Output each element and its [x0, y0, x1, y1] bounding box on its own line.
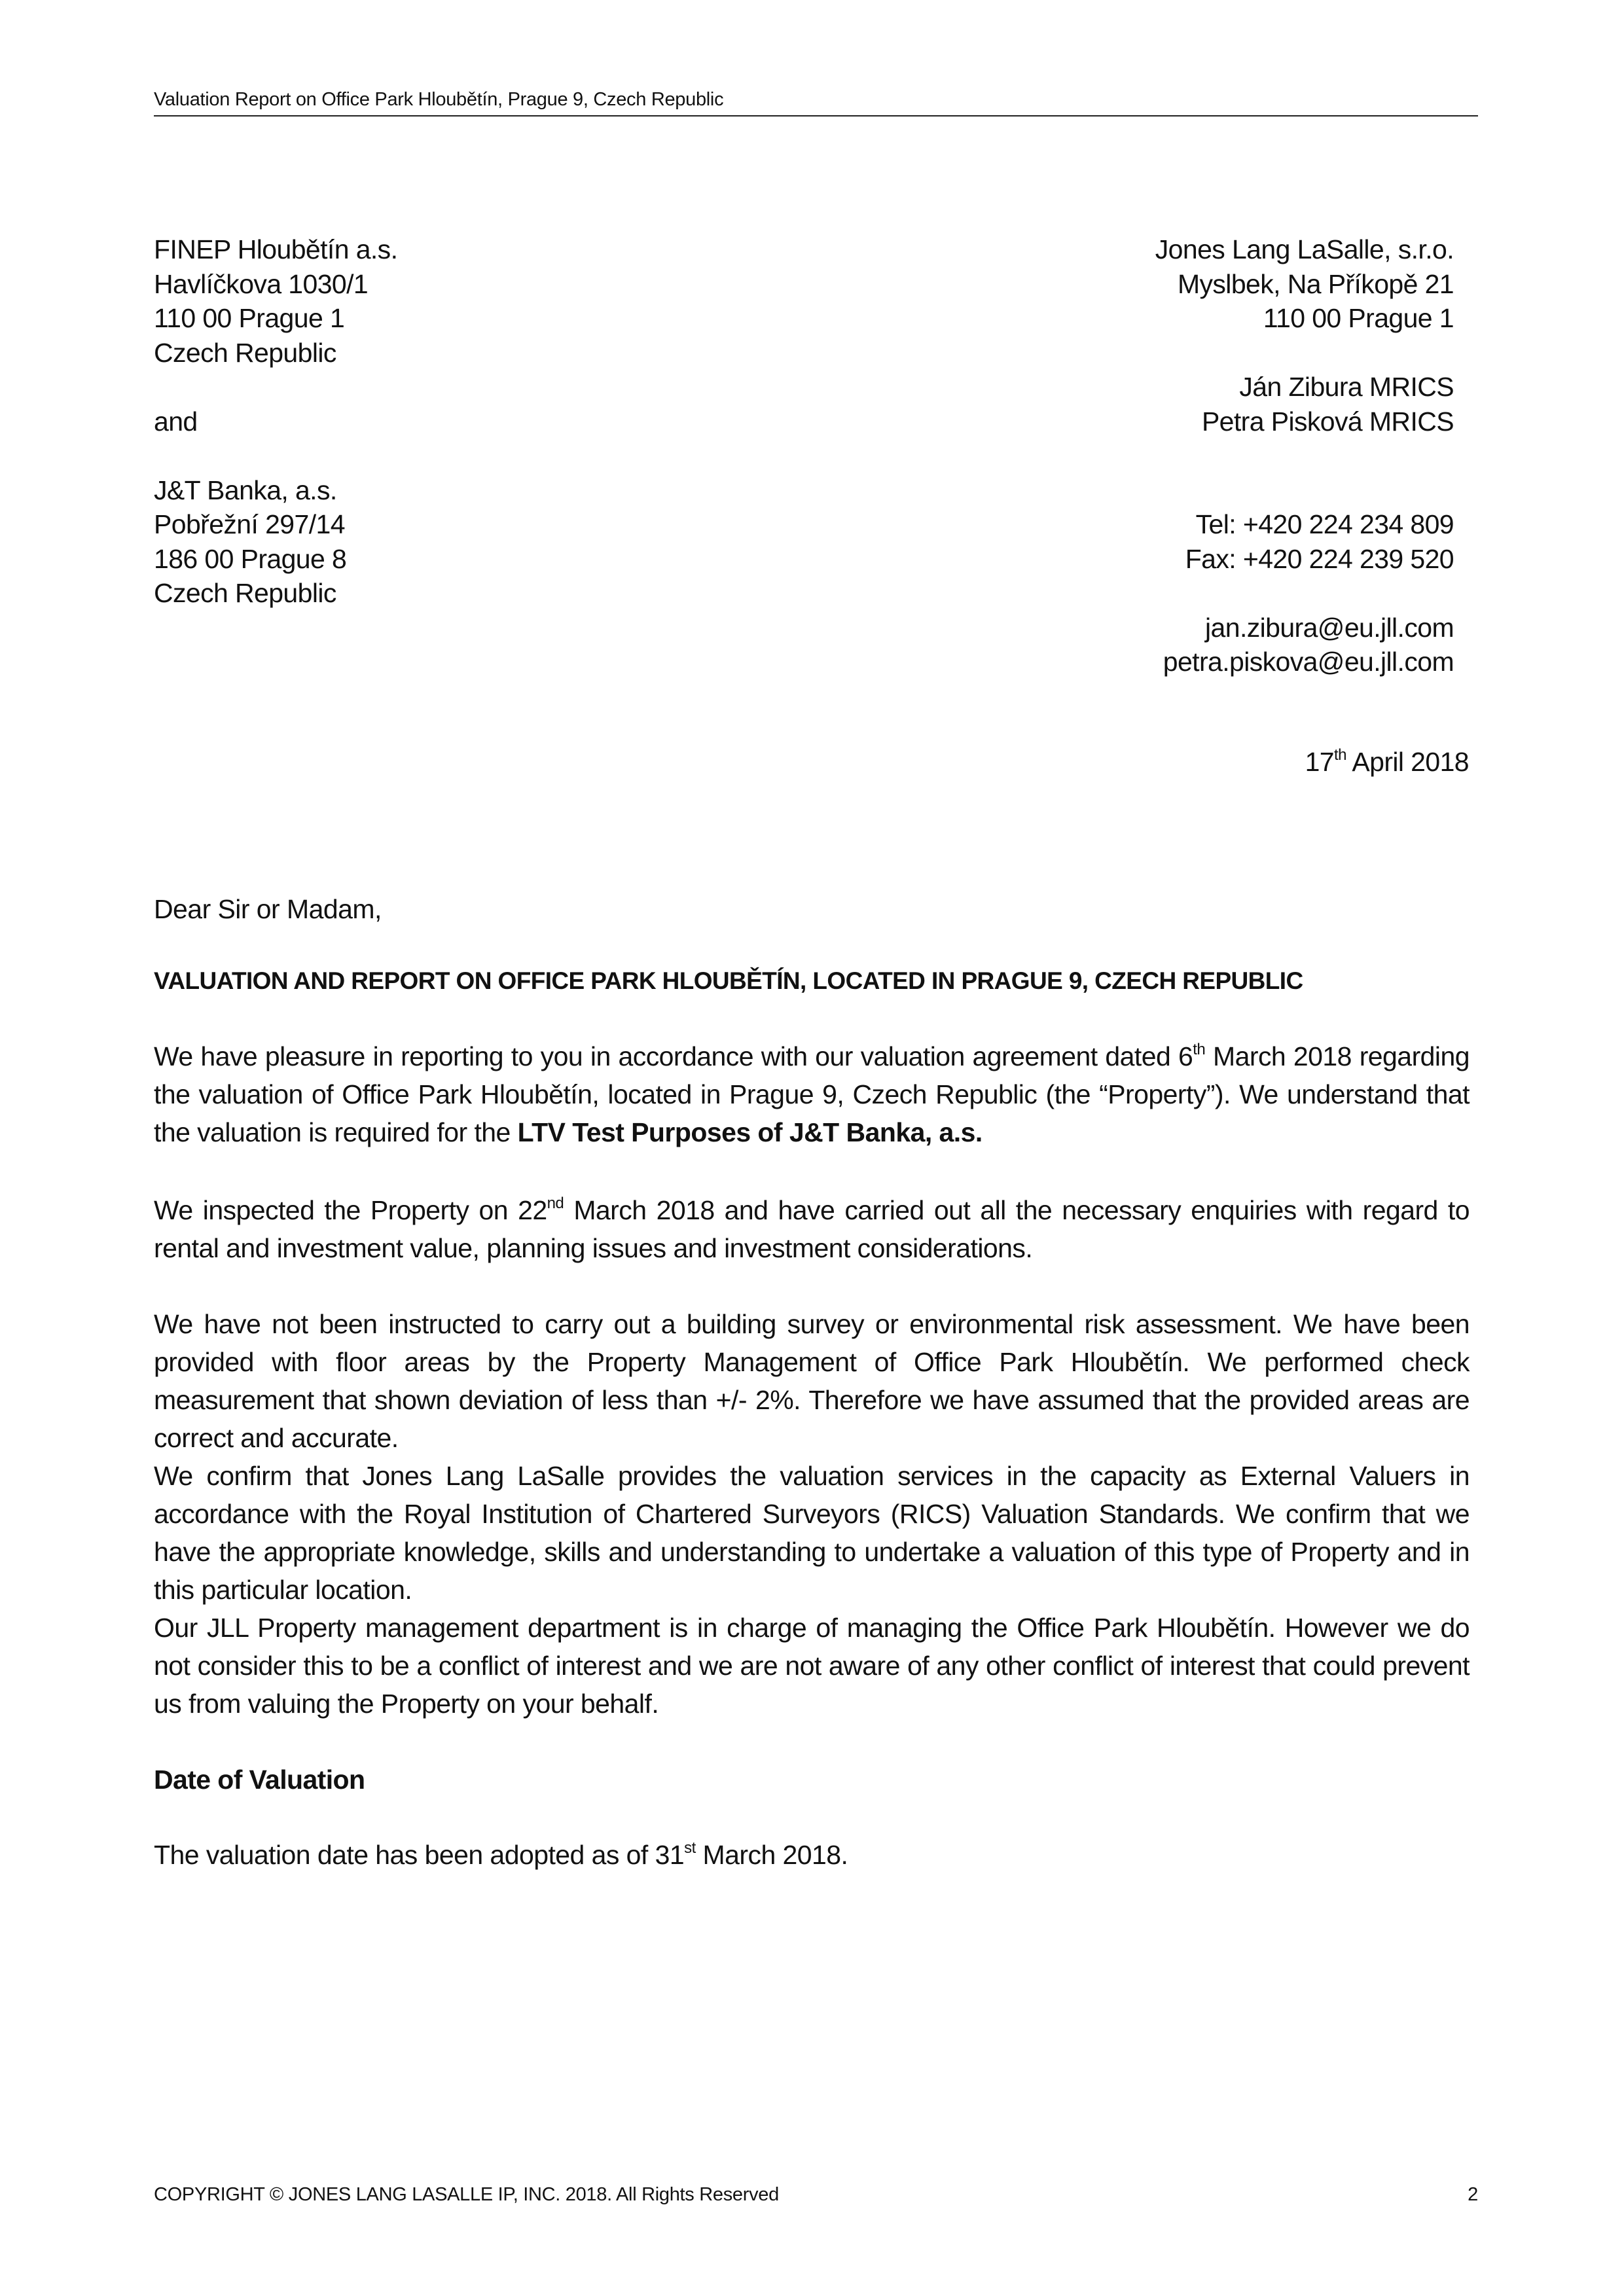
- sender-line: [865, 576, 1454, 611]
- ordinal-suffix: nd: [547, 1194, 564, 1213]
- ordinal-suffix: st: [684, 1839, 696, 1857]
- sender-block: [865, 232, 1454, 679]
- addressee-line: [154, 439, 743, 473]
- addressee-line: Czech Republic: [154, 337, 336, 368]
- addressee-line: 186 00 Prague 8: [154, 543, 347, 574]
- addressee-line: [154, 370, 743, 404]
- paragraph-rics: We confirm that Jones Lang LaSalle provides the valuation services in the capacity as External Valuers in accordance with the Royal Institution of Chartered Surveyors (RICS) Valuation Standards. We confirm that we have the appropriate knowledge, skills and understanding to undertake a valuation of this type of Property and in this particular location.: [154, 1461, 1470, 1605]
- sender-line: 110 00 Prague 1: [1263, 303, 1454, 333]
- sender-line: Petra Pisková MRICS: [1201, 406, 1454, 437]
- email-link[interactable]: petra.piskova@eu.jll.com: [1163, 647, 1454, 677]
- sender-line: Jones Lang LaSalle, s.r.o.: [1155, 234, 1454, 264]
- copyright-notice: COPYRIGHT © JONES LANG LASALLE IP, INC. 2018. All Rights Reserved: [154, 2184, 779, 2205]
- sender-line: Fax: +420 224 239 520: [1185, 543, 1454, 574]
- letter-date-suffix: th: [1334, 746, 1346, 764]
- addressee-line: FINEP Hloubětín a.s.: [154, 234, 398, 264]
- paragraph-text: March 2018 and have carried out all the necessary enquiries with regard to rental and investment value, planning issues and investment considerations.: [154, 1195, 1470, 1263]
- paragraph-valuation-date: [154, 1836, 1470, 1874]
- paragraph-text: We have pleasure in reporting to you in accordance with our valuation agreement dated 6: [154, 1041, 1193, 1071]
- addressee-line: and: [154, 406, 198, 437]
- subject-line: VALUATION AND REPORT ON OFFICE PARK HLOUBĚTÍN, LOCATED IN PRAGUE 9, CZECH REPUBLIC: [154, 967, 1303, 994]
- sender-line: [865, 473, 1454, 508]
- paragraph-conflict: Our JLL Property management department is in charge of managing the Office Park Hloubětín. However we do not consider this to be a conflict of interest and we are not aware of any other conflict of interest that could prevent us from valuing the Property on your behalf.: [154, 1613, 1470, 1719]
- addressee-line: J&T Banka, a.s.: [154, 475, 337, 505]
- ordinal-suffix: th: [1193, 1041, 1206, 1059]
- running-header: Valuation Report on Office Park Hloubětín, Prague 9, Czech Republic: [154, 86, 1478, 117]
- paragraph-text: March 2018.: [695, 1840, 848, 1870]
- addressee-line: 110 00 Prague 1: [154, 303, 345, 333]
- addressee-line: Czech Republic: [154, 578, 336, 608]
- letter-date: [1305, 745, 1469, 779]
- addressee-line: Pobřežní 297/14: [154, 509, 345, 539]
- letter-date-rest: April 2018: [1346, 747, 1469, 777]
- page-footer: [154, 2181, 1478, 2208]
- addressee-block: [154, 232, 743, 611]
- paragraph-text: The valuation date has been adopted as of 31: [154, 1840, 685, 1870]
- email-link[interactable]: jan.zibura@eu.jll.com: [1205, 612, 1454, 643]
- sender-line: [865, 439, 1454, 473]
- purpose-bold: LTV Test Purposes of J&T Banka, a.s.: [517, 1117, 983, 1147]
- date-of-valuation-heading: Date of Valuation: [154, 1765, 365, 1795]
- paragraph-text: We inspected the Property on 22: [154, 1195, 547, 1225]
- salutation: Dear Sir or Madam,: [154, 894, 382, 924]
- letter-date-day: 17: [1305, 747, 1335, 777]
- paragraph-purpose: [154, 1037, 1470, 1151]
- sender-line: [865, 336, 1454, 370]
- sender-line: Tel: +420 224 234 809: [1195, 509, 1454, 539]
- sender-line: Ján Zibura MRICS: [1239, 372, 1454, 402]
- sender-line: Myslbek, Na Příkopě 21: [1177, 268, 1454, 299]
- page-number: 2: [1468, 2184, 1478, 2205]
- paragraph-inspection: [154, 1191, 1470, 1267]
- addressee-line: Havlíčkova 1030/1: [154, 268, 369, 299]
- paragraph-survey: We have not been instructed to carry out a building survey or environmental risk assessment. We have been provided with floor areas by the Property Management of Office Park Hloubětín. We performed check measurement that shown deviation of less than +/- 2%. Therefore we have assumed that the provided areas are correct and accurate.: [154, 1309, 1470, 1453]
- paragraph-text: March 2018 regarding the valuation of Office Park Hloubětín, located in Prague 9, Czech Republic (the “Property”). We understand that the valuation is required for the: [154, 1041, 1470, 1147]
